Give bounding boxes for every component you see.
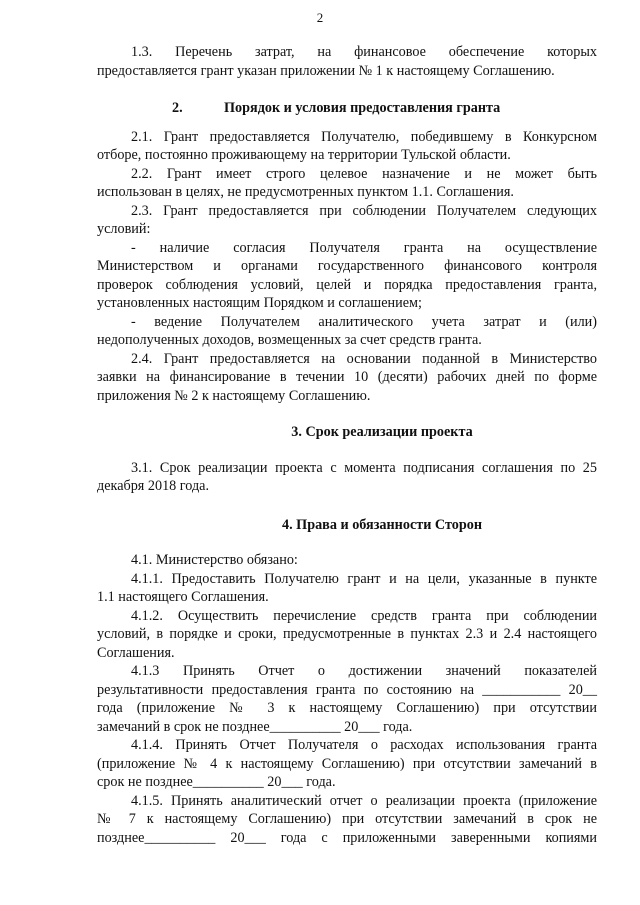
paragraph-dash-2 bbox=[97, 313, 597, 350]
document-body bbox=[97, 43, 597, 847]
text-line: 4.1.3 Принять Отчет о достижении значений показателей bbox=[131, 663, 597, 679]
text-line: года (приложение № 3 к настоящему Соглашению) при отсутствии bbox=[97, 700, 597, 716]
text-line: приложения № 2 к настоящему Соглашению. bbox=[97, 387, 371, 404]
text-line: 4.1.4. Принять Отчет Получателя о расходах использования гранта bbox=[131, 737, 597, 753]
text-line: срок не позднее__________ 20___ года. bbox=[97, 774, 336, 790]
paragraph-3-1 bbox=[97, 459, 597, 496]
text-line: замечаний в срок не позднее__________ 20___ года. bbox=[97, 718, 413, 735]
section-3-heading: 3. Срок реализации проекта bbox=[291, 424, 473, 440]
text-line: 2.4. Грант предоставляется на основании поданной в Министерство bbox=[131, 350, 597, 367]
text-line: декабря 2018 года. bbox=[97, 478, 210, 494]
text-line: (приложение № 4 к настоящему Соглашению) при отсутствии замечаний в bbox=[97, 755, 597, 772]
section-2-title: Порядок и условия предоставления гранта bbox=[224, 100, 501, 116]
section-2-heading bbox=[97, 99, 597, 118]
text-line: Министерством и органами государственного финансового контроля bbox=[97, 258, 597, 274]
text-line: 4.1. Министерство обязано: bbox=[131, 552, 298, 568]
section-4-heading: 4. Права и обязанности Сторон bbox=[281, 516, 483, 533]
paragraph-2-2 bbox=[97, 165, 597, 202]
paragraph-dash-1 bbox=[97, 239, 597, 313]
paragraph-4-1-2 bbox=[97, 607, 597, 663]
paragraph-1-3 bbox=[97, 43, 597, 80]
text-line: предоставляется грант указан приложении № 1 к настоящему Соглашению. bbox=[97, 62, 555, 79]
paragraph-4-1 bbox=[97, 551, 597, 570]
text-line: 2.1. Грант предоставляется Получателю, победившему в Конкурсном bbox=[131, 128, 597, 145]
text-line: 2.2. Грант имеет строго целевое назначение и не может быть bbox=[131, 165, 597, 182]
page-number: 2 bbox=[316, 10, 324, 25]
paragraph-4-1-5 bbox=[97, 792, 597, 848]
text-line: 1.1 настоящего Соглашения. bbox=[97, 589, 269, 605]
paragraph-4-1-3 bbox=[97, 662, 597, 736]
text-line: заявки на финансирование в течении 10 (десяти) рабочих дней по форме bbox=[97, 369, 597, 385]
text-line: установленных настоящим Порядком и соглашением; bbox=[97, 295, 422, 311]
text-line: 2.3. Грант предоставляется при соблюдении Получателем следующих bbox=[131, 202, 597, 219]
paragraph-2-1 bbox=[97, 128, 597, 165]
text-line: условий: bbox=[97, 221, 151, 237]
text-line: № 7 к настоящему Соглашению) при отсутствии замечаний в срок не bbox=[97, 811, 597, 827]
section-2-number: 2. bbox=[172, 100, 183, 116]
text-line: 1.3. Перечень затрат, на финансовое обеспечение которых bbox=[131, 44, 597, 60]
text-line: результативности предоставления гранта по состоянию на ___________ 20__ bbox=[97, 681, 597, 698]
text-line: - наличие согласия Получателя гранта на осуществление bbox=[131, 239, 597, 256]
text-line: использован в целях, не предусмотренных пунктом 1.1. Соглашения. bbox=[97, 184, 514, 200]
paragraph-4-1-4 bbox=[97, 736, 597, 792]
text-line: недополученных доходов, возмещенных за счет средств гранта. bbox=[97, 332, 482, 348]
text-line: Соглашения. bbox=[97, 644, 175, 661]
text-line: - ведение Получателем аналитического учета затрат и (или) bbox=[131, 313, 597, 330]
paragraph-2-4 bbox=[97, 350, 597, 406]
text-line: 3.1. Срок реализации проекта с момента подписания соглашения по 25 bbox=[131, 459, 597, 476]
text-line: отборе, постоянно проживающему на территории Тульской области. bbox=[97, 147, 511, 163]
paragraph-4-1-1 bbox=[97, 570, 597, 607]
text-line: 4.1.5. Принять аналитический отчет о реализации проекта (приложение bbox=[131, 792, 597, 809]
text-line: проверок соблюдения условий, целей и порядка предоставления гранта, bbox=[97, 276, 597, 293]
text-line: 4.1.2. Осуществить перечисление средств гранта при соблюдении bbox=[131, 607, 597, 624]
text-line: условий, в порядке и сроки, предусмотренные в пунктах 2.3 и 2.4 настоящего bbox=[97, 626, 597, 642]
text-line: 4.1.1. Предоставить Получателю грант и на цели, указанные в пункте bbox=[131, 570, 597, 587]
paragraph-2-3 bbox=[97, 202, 597, 239]
text-line: позднее__________ 20___ года с приложенными заверенными копиями bbox=[97, 829, 597, 846]
